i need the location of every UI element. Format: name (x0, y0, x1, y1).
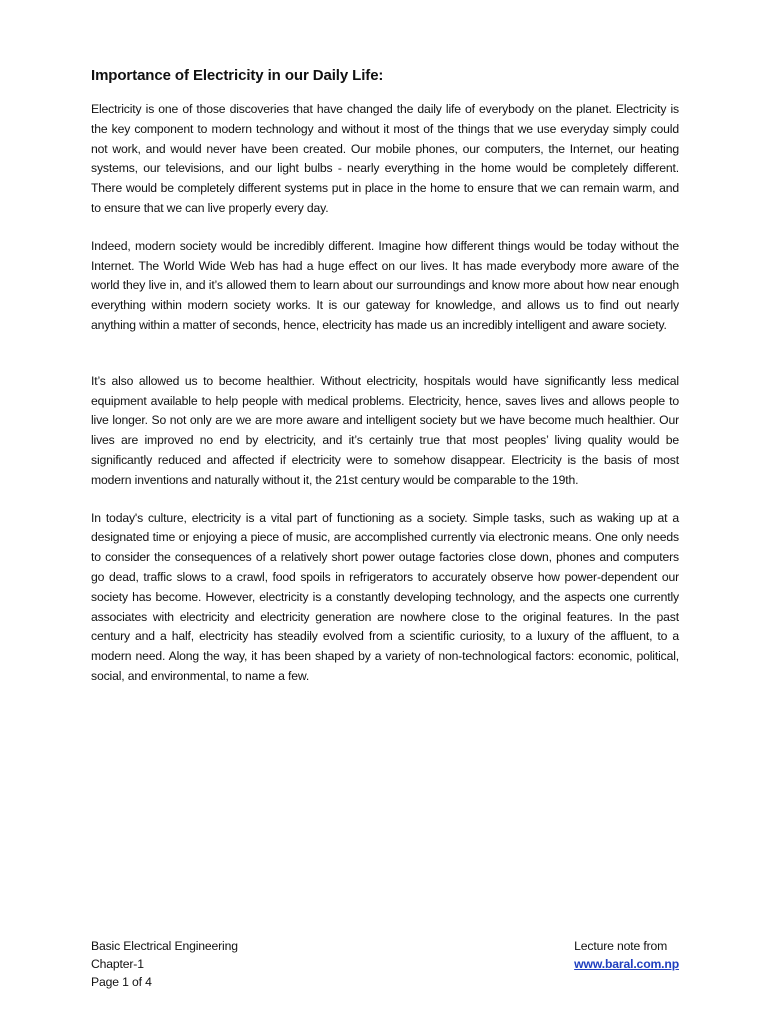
document-body (91, 66, 679, 705)
paragraph-1: Electricity is one of those discoveries that have changed the daily life of everybody on the planet. Electricity is the key component to modern technology and without it most of the things that we use everyday simply could not work, and would never have been created. Our mobile phones, our computers, the Internet, our heating systems, our televisions, and our light bulbs - nearly everything in the home would be completely different. There would be completely different systems put in place in the home to ensure that we can remain warm, and to ensure that we can live properly every day. (91, 102, 679, 215)
paragraph-4: In today's culture, electricity is a vital part of functioning as a society. Simple tasks, such as waking up at a designated time or enjoying a piece of music, are accomplished currently via electronic means. One only needs to consider the consequences of a relatively short power outage factories close down, phones and computers go dead, traffic slows to a crawl, food spoils in refrigerators to accurately observe how power-dependent our society has become. However, electricity is a constantly developing technology, and the aspects one currently associates with electricity and electricity generation are nowhere close to the original features. In the past century and a half, electricity has steadily evolved from a scientific curiosity, to a luxury of the affluent, to a modern need. Along the way, it has been shaped by a variety of non-technological factors: economic, political, social, and environmental, to name a few. (91, 510, 679, 683)
footer-note-label: Lecture note from (574, 939, 668, 953)
paragraph-2: Indeed, modern society would be incredibly different. Imagine how different things would be today without the Internet. The World Wide Web has had a huge effect on our lives. It has made everybody more aware of the world they live in, and it’s allowed them to learn about our surroundings and know more about how near enough everything within modern society works. It is our gateway for knowledge, and allows us to find out nearly anything within a matter of seconds, hence, electricity has made us an incredibly intelligent and aware society. (91, 238, 679, 332)
footer-left (91, 937, 238, 991)
footer-website-link[interactable]: www.baral.com.np (574, 957, 679, 971)
footer-course: Basic Electrical Engineering (91, 939, 238, 953)
footer-chapter: Chapter-1 (91, 957, 144, 971)
document-title: Importance of Electricity in our Daily Life: (91, 67, 384, 84)
footer-page-number: Page 1 of 4 (91, 975, 152, 989)
footer-right (574, 937, 679, 973)
paragraph-3: It’s also allowed us to become healthier. Without electricity, hospitals would have significantly less medical equipment available to help people with medical problems. Electricity, hence, saves lives and allows people to live longer. So not only are we are more aware and intelligent society but we have become much healthier. Our lives are improved no end by electricity, and it’s certainly true that most peoples’ living quality would be significantly reduced and affected if electricity were to somehow disappear. Electricity is the basis of most modern inventions and naturally without it, the 21st century would be comparable to the 19th. (91, 373, 679, 487)
